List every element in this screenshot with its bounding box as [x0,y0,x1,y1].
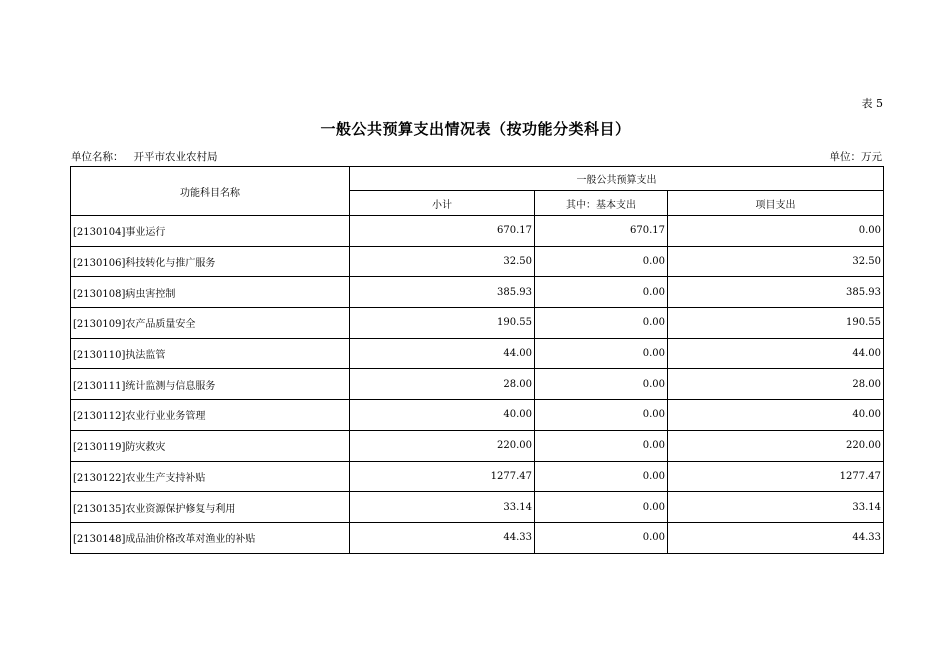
row-project: 0.00 [668,216,884,247]
row-project: 220.00 [668,430,884,461]
row-basic: 0.00 [535,369,668,400]
header-function-subject: 功能科目名称 [71,167,350,216]
row-subtotal: 40.00 [350,400,535,431]
unit-label: 单位：万元 [829,151,882,163]
row-subject-name: [2130119]防灾救灾 [71,430,350,461]
header-general-budget: 一般公共预算支出 [350,167,884,191]
row-subject-name: [2130148]成品油价格改革对渔业的补贴 [71,522,350,553]
row-basic: 670.17 [535,216,668,247]
table-row [71,492,884,523]
row-subtotal: 32.50 [350,246,535,277]
row-project: 385.93 [668,277,884,308]
unit-name-label: 单位名称： [71,151,124,163]
row-basic: 0.00 [535,492,668,523]
row-basic: 0.00 [535,277,668,308]
table-row [71,369,884,400]
row-basic: 0.00 [535,338,668,369]
row-project: 190.55 [668,308,884,339]
table-number: 表 5 [861,97,883,110]
row-subtotal: 44.00 [350,338,535,369]
header-basic-expenditure: 其中：基本支出 [535,191,668,216]
row-subject-name: [2130112]农业行业业务管理 [71,400,350,431]
table-row [71,216,884,247]
table-row [71,430,884,461]
row-subject-name: [2130104]事业运行 [71,216,350,247]
budget-table [70,166,884,554]
row-project: 44.00 [668,338,884,369]
row-subtotal: 670.17 [350,216,535,247]
table-row [71,308,884,339]
row-basic: 0.00 [535,400,668,431]
row-project: 32.50 [668,246,884,277]
row-basic: 0.00 [535,461,668,492]
table-row [71,338,884,369]
page-title: 一般公共预算支出情况表（按功能分类科目） [320,120,631,138]
header-row-1 [71,167,884,191]
row-subtotal: 44.33 [350,522,535,553]
row-subtotal: 385.93 [350,277,535,308]
table-row [71,400,884,431]
row-subject-name: [2130110]执法监管 [71,338,350,369]
row-subject-name: [2130109]农产品质量安全 [71,308,350,339]
row-subtotal: 190.55 [350,308,535,339]
row-basic: 0.00 [535,246,668,277]
row-project: 40.00 [668,400,884,431]
row-subject-name: [2130135]农业资源保护修复与利用 [71,492,350,523]
row-subtotal: 220.00 [350,430,535,461]
header-subtotal: 小计 [350,191,535,216]
row-project: 33.14 [668,492,884,523]
row-project: 44.33 [668,522,884,553]
row-subject-name: [2130111]统计监测与信息服务 [71,369,350,400]
row-project: 1277.47 [668,461,884,492]
row-subject-name: [2130122]农业生产支持补贴 [71,461,350,492]
row-project: 28.00 [668,369,884,400]
row-basic: 0.00 [535,308,668,339]
table-row [71,246,884,277]
table-row [71,277,884,308]
row-basic: 0.00 [535,522,668,553]
row-subtotal: 1277.47 [350,461,535,492]
unit-name-value: 开平市农业农村局 [133,151,218,163]
table-row [71,461,884,492]
row-subtotal: 33.14 [350,492,535,523]
row-subtotal: 28.00 [350,369,535,400]
row-subject-name: [2130106]科技转化与推广服务 [71,246,350,277]
row-basic: 0.00 [535,430,668,461]
row-subject-name: [2130108]病虫害控制 [71,277,350,308]
table-row [71,522,884,553]
header-project-expenditure: 项目支出 [668,191,884,216]
unit-info-row [71,149,882,163]
unit-name-group [71,149,218,164]
